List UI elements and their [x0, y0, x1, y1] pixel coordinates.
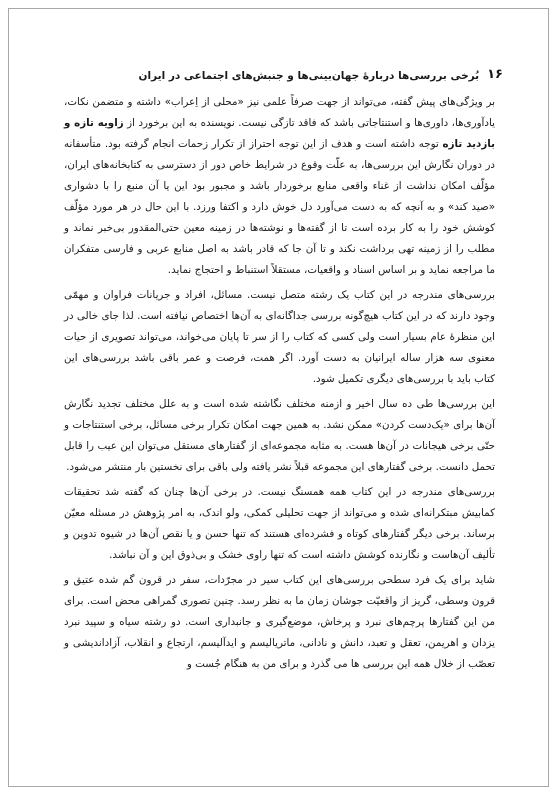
paragraph-1-part-1: بر ویژگی‌های پیش گفته، می‌تواند از جهت صرفاً علمی نیز «محلی از اِعراب» داشته و متضمن نکات، یادآوری‌ها، داوری‌ها و استنتاجاتی باشد که فاقد تازگی نیست. نویسنده به این برخورد از: [64, 96, 496, 129]
page-number: ۱۶: [487, 67, 503, 82]
page-header: [56, 62, 503, 82]
paragraph-1-emphasis: زاویه تازه و بازدید تازه: [64, 117, 495, 150]
paragraph-5: [64, 570, 495, 675]
paragraph-3-text: این بررسی‌ها طی ده سال اخیر و ازمنه مختلف نگاشته شده است و به علل مختلف تجدید نگارش آن‌ها برای «یک‌دست کردن» ممکن نشد. به همین جهت امکان تکرار برخی مسائل، برخی استنتاجات و حتّی برخی هیجانات در آن‌ها هست. به مثابه مجموعه‌ای از گفتارهای مستقل می‌توان این عیب را قابل تحمل دانست. برخی گفتارهای این مجموعه قبلاً نشر یافته ولی باقی برای نخستین بار منتشر می‌شود.: [64, 398, 495, 473]
paragraph-4: [64, 482, 495, 566]
paragraph-4-text: بررسی‌های مندرجه در این کتاب همه همسنگ نیست. در برخی آن‌ها چنان که گفته شد تحقیقات کمابیش مبتکرانه‌ای شده و می‌تواند از جهت تحلیلی کمکی، ولو اندک، به امر پژوهش در مسئله معیّن برساند. برخی دیگر گفتارهای کوتاه و فشرده‌ای هستند که تنها حسن و یا نقص آن‌ها در شیوه تدوین و تألیف آن‌هاست و نگارنده کوشش داشته است که تنها راوی خشک و بی‌ذوق این و آن نباشد.: [64, 486, 495, 561]
body-text: [64, 92, 495, 679]
paragraph-1: [64, 92, 495, 281]
paragraph-3: [64, 394, 495, 478]
running-title: بُرخی بررسی‌ها دربارهٔ جهان‌بینی‌ها و جنبش‌های اجتماعی در ایران: [138, 70, 480, 82]
paragraph-5-text: شاید برای یک فرد سطحی بررسی‌های این کتاب سیر در مجرّدات، سفر در قرون گم شده عتیق و قرون وسطی، گریز از واقعیّت جوشان زمان ما به نظر رسد. چنین تصوری گمراهی محض است. برای من این گفتارها پرچم‌های نبرد و پرخاش، موضع‌گیری و جانبداری است. دو رشته سیاه و سپید نبرد یزدان و اهریمن، تعقل و تعبد، دانش و نادانی، ماتریالیسم و ایدآلیسم، ارتجاع و انقلاب، آزاداندیشی و تعصّب از خلال همه این بررسی ها می گذرد و برای من به هنگام جُست و: [64, 574, 495, 670]
paragraph-2: [64, 285, 495, 390]
paragraph-2-text: بررسی‌های مندرجه در این کتاب یک رشته متصل نیست. مسائل، افراد و جریانات فراوان و مهمّی وجود دارند که در این کتاب هیچ‌گونه بررسی جداگانه‌ای به آن‌ها اختصاص نیافته است. لذا جای خالی در این منظرهٔ عام بسیار است ولی کسی که کتاب را از سر تا پایان می‌خواند، می‌تواند تصویری از حیات معنوی سه هزار ساله ایرانیان به دست آورد. اگر همت، فرصت و عمر باقی باشد بررسی‌های این کتاب باید با بررسی‌های دیگری تکمیل شود.: [64, 289, 495, 385]
paragraph-1-part-2: توجه داشته است و هدف از این توجه احتراز از تکرار زحمات انجام گرفته بود. متأسفانه در دوران نگارش این بررسی‌ها، به علّت وقوع در شرایط خاص دور از دسترسی به کتابخانه‌های ایران، مؤلّف امکان نداشت از غناء واقعی منابع برخوردار باشد و مجبور بود این یا آن منبع را با دشواری «صید کند» و به آنچه که به دست می‌آورد دل خوش دارد و اکتفا ورزد. با این حال در هر مورد مؤلّف کوشش خود را به کار برده است تا از گفته‌ها و نوشته‌ها در زمینه معین حتی‌المقدور بی‌خبر نماند و مطلب را از زمینه تهی برداشت نکند و تا آن جا که قادر باشد به اصل منابع عربی و فارسی متفکران ما مراجعه نماید و بر اساس اسناد و واقعیات، مستقلاً استنباط و احتجاج نماید.: [64, 138, 495, 276]
